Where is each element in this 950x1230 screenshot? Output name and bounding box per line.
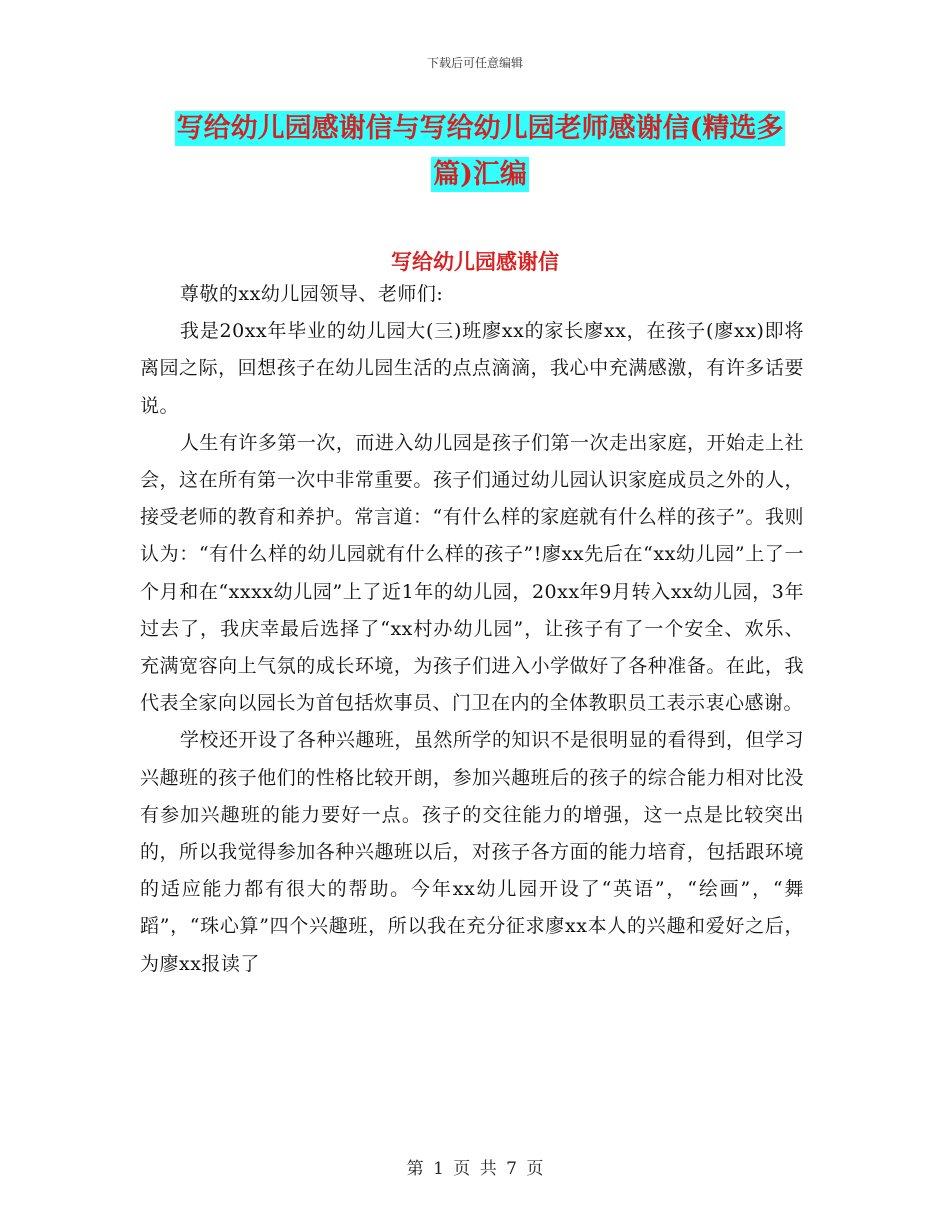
page-number-footer: 第 1 页 共 7 页 — [406, 1159, 544, 1179]
salutation-paragraph: 尊敬的xx幼儿园领导、老师们: — [179, 283, 444, 305]
letter-body — [140, 276, 804, 983]
body-paragraph: 学校还开设了各种兴趣班，虽然所学的知识不是很明显的看得到，但学习兴趣班的孩子他们的性格比较开朗，参加兴趣班后的孩子的综合能力相对比没有参加兴趣班的能力要好一点。孩子的交往能力的增强，这一点是比较突出的，所以我觉得参加各种兴趣班以后，对孩子各方面的能力培育，包括跟环境的适应能力都有很大的帮助。今年xx幼儿园开设了“英语”，“绘画”，“舞蹈”，“珠心算”四个兴趣班，所以我在充分征求廖xx本人的兴趣和爱好之后，为廖xx报读了 — [140, 729, 804, 975]
document-title-line-1: 写给幼儿园感谢信与写给幼儿园老师感谢信(精选多 — [176, 113, 784, 144]
body-paragraph: 我是20xx年毕业的幼儿园大(三)班廖xx的家长廖xx，在孩子(廖xx)即将离园之际，回想孩子在幼儿园生活的点点滴滴，我心中充满感激，有许多话要说。 — [140, 320, 804, 417]
header-note: 下载后可任意编辑 — [426, 56, 523, 70]
section-title: 写给幼儿园感谢信 — [391, 249, 559, 274]
document-title — [140, 106, 820, 198]
document-title-line-2: 篇)汇编 — [433, 159, 527, 190]
body-paragraph: 人生有许多第一次，而进入幼儿园是孩子们第一次走出家庭，开始走上社会，这在所有第一次中非常重要。孩子们通过幼儿园认识家庭成员之外的人，接受老师的教育和养护。常言道：“有什么样的家庭就有什么样的孩子”。我则认为：“有什么样的幼儿园就有什么样的孩子”!廖xx先后在“xx幼儿园”上了一个月和在“xxxx幼儿园”上了近1年的幼儿园，20xx年9月转入xx幼儿园，3年过去了，我庆幸最后选择了“xx村办幼儿园”，让孩子有了一个安全、欢乐、充满宽容向上气氛的成长环境，为孩子们进入小学做好了各种准备。在此，我代表全家向以园长为首包括炊事员、门卫在内的全体教职员工表示衷心感谢。 — [140, 431, 804, 715]
